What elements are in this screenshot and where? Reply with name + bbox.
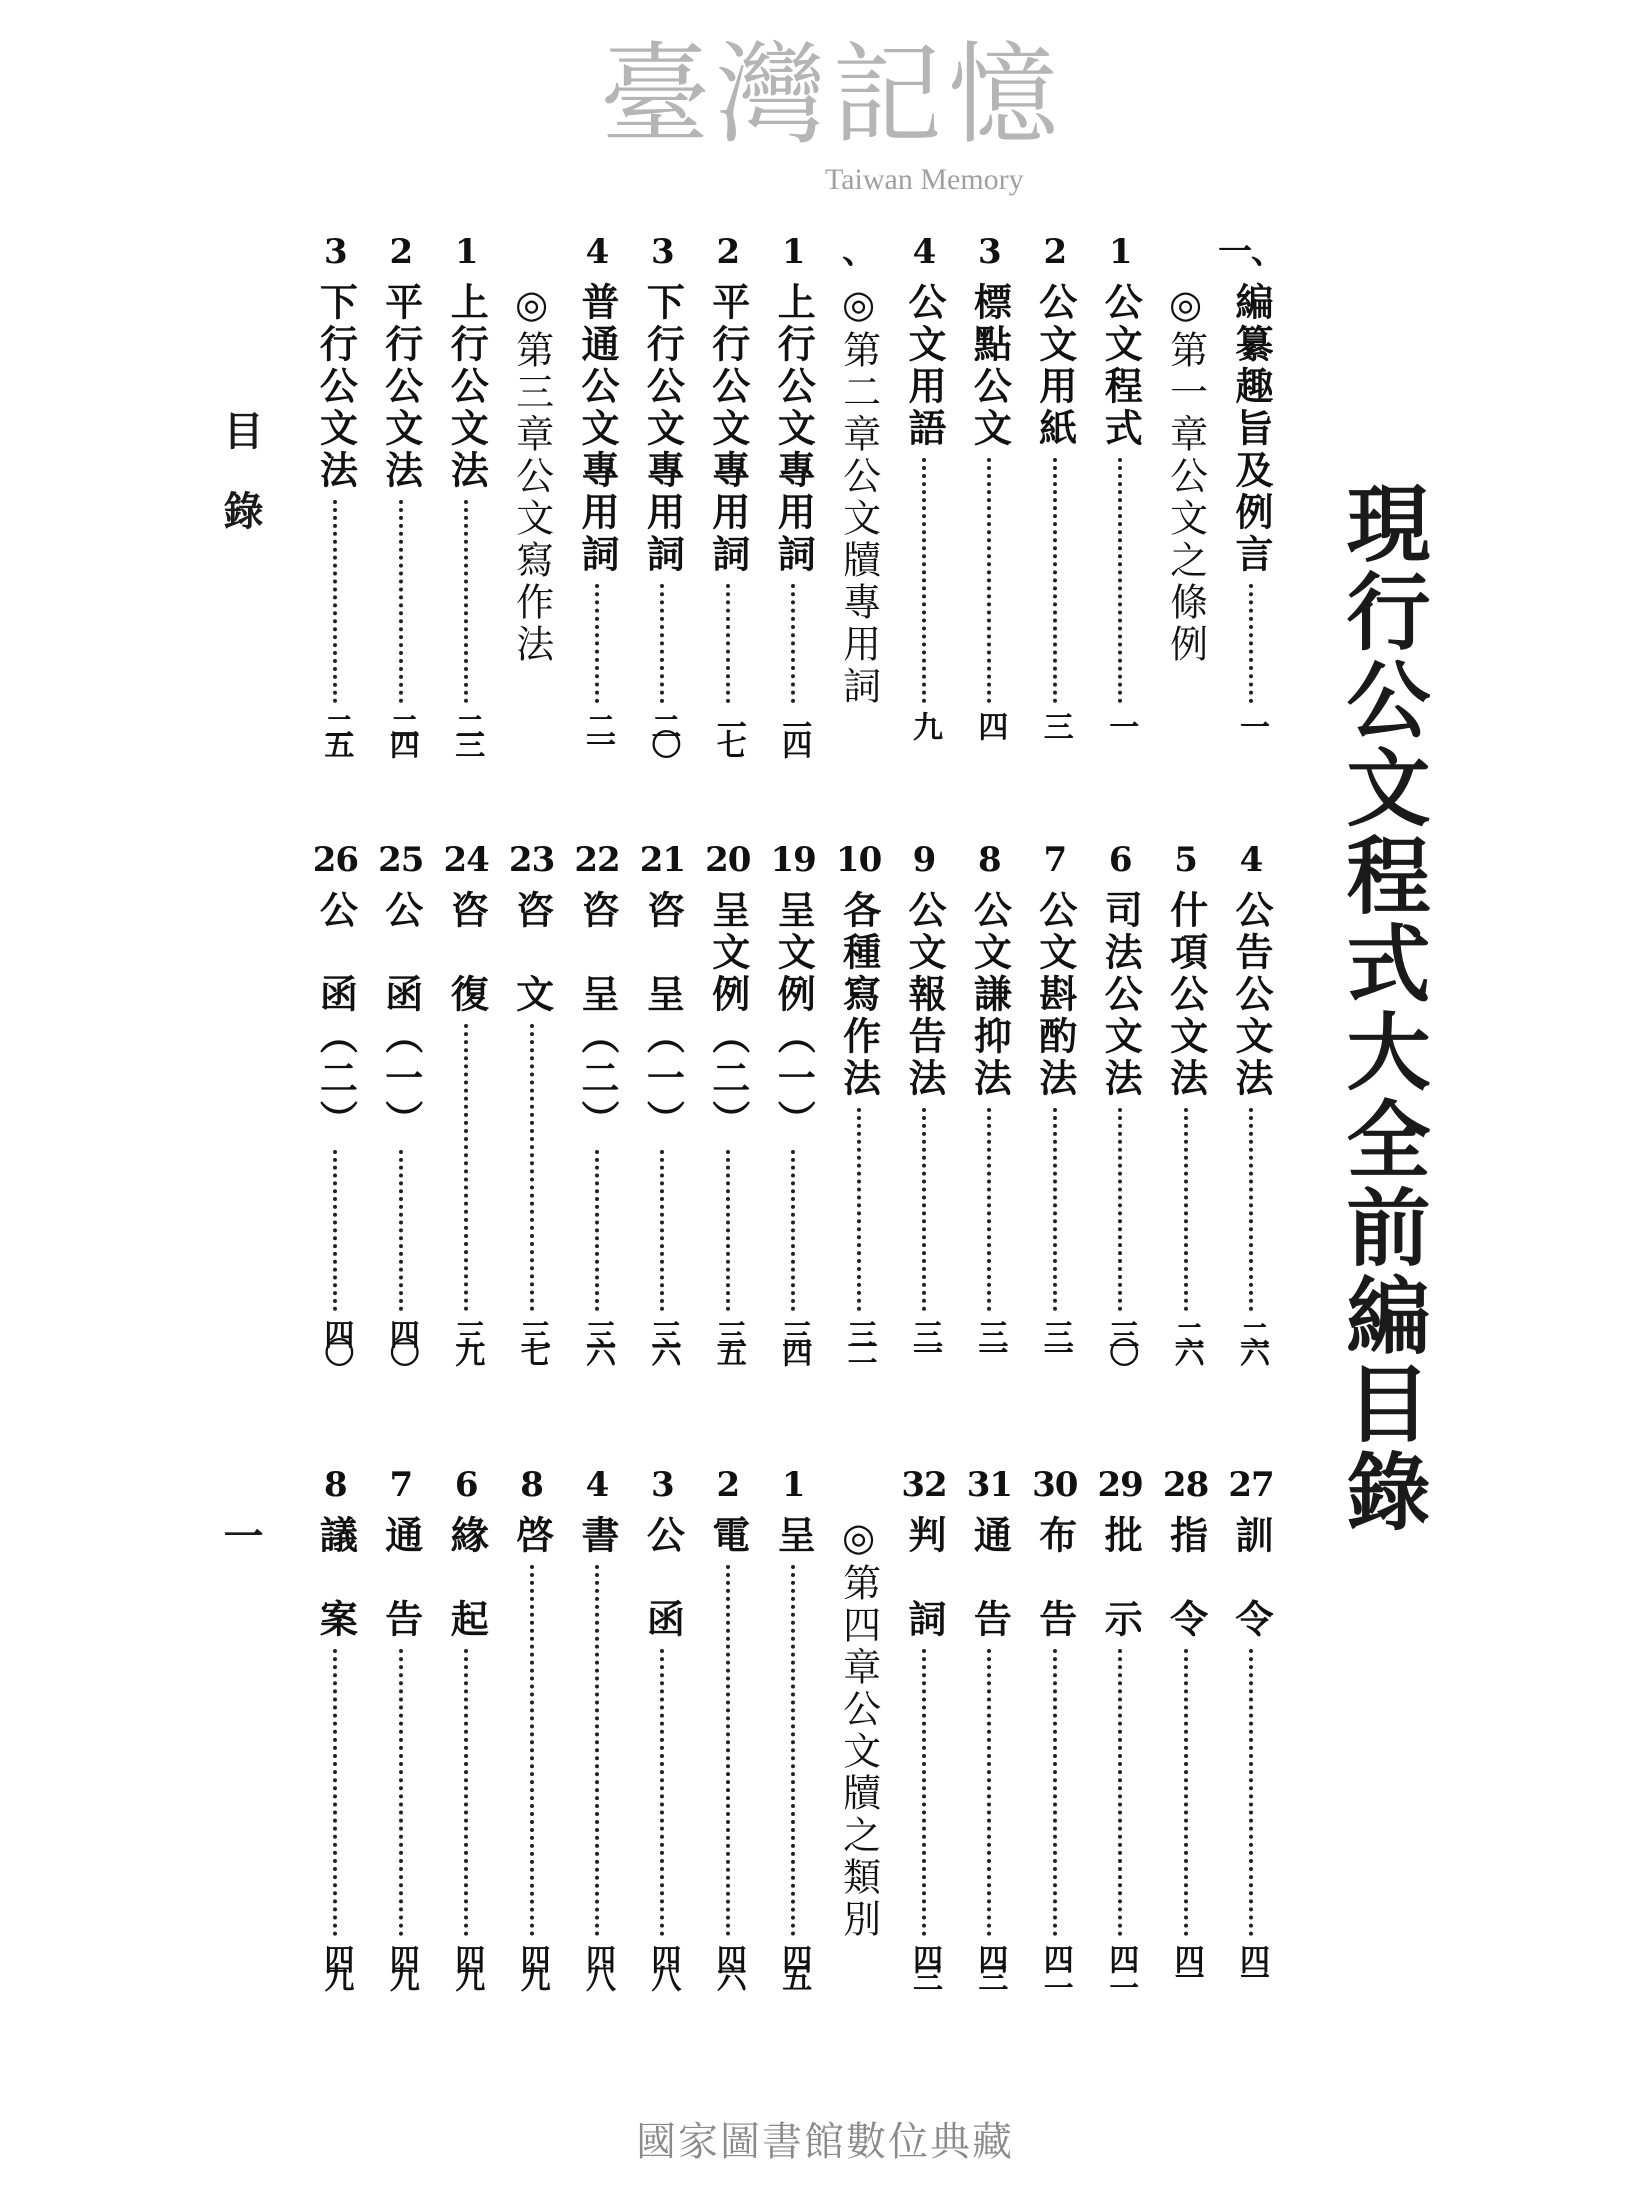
document-title: 現行公文程式大全前編目錄 bbox=[1333, 480, 1432, 1536]
leader-dots bbox=[1053, 458, 1057, 703]
entry-number: 9 bbox=[912, 840, 936, 880]
contents-side-label: 目 錄 bbox=[217, 410, 264, 530]
entry-number: 28 bbox=[1162, 1465, 1209, 1505]
page-number: 三一 bbox=[1037, 1319, 1073, 1355]
entry-title: 判 詞 bbox=[902, 1515, 947, 1641]
page-number: 三七 bbox=[514, 1319, 550, 1355]
page-number: 二三 bbox=[449, 711, 485, 747]
leader-dots bbox=[1249, 584, 1253, 703]
toc-entry bbox=[834, 840, 884, 1385]
page-number: 四九 bbox=[318, 1944, 354, 1980]
leader-dots bbox=[464, 1649, 468, 1936]
entry-number: 26 bbox=[312, 840, 359, 880]
entry-number: 2 bbox=[716, 1465, 740, 1505]
toc-entry bbox=[637, 232, 687, 777]
toc-entry bbox=[1161, 1465, 1211, 2010]
entry-title: 布 告 bbox=[1032, 1515, 1078, 1641]
entry-number: 4 bbox=[585, 232, 609, 272]
leader-dots bbox=[1053, 1108, 1057, 1311]
entry-number: 1 bbox=[781, 232, 805, 272]
toc-entry bbox=[768, 840, 818, 1385]
leader-dots bbox=[1249, 1649, 1253, 1936]
leader-dots bbox=[333, 1649, 337, 1936]
entry-title: 平行公文專用詞 bbox=[705, 282, 751, 576]
page-number: 一 bbox=[1234, 711, 1269, 729]
leader-dots bbox=[791, 1150, 795, 1311]
entry-number: 19 bbox=[770, 840, 816, 880]
entry-title: 公 函（一） bbox=[378, 890, 424, 1142]
entry-number: 21 bbox=[639, 840, 686, 880]
leader-dots bbox=[922, 458, 926, 703]
toc-entry bbox=[1030, 232, 1080, 777]
entry-title: 咨 文 bbox=[509, 890, 555, 1016]
entry-number: 2 bbox=[1043, 232, 1067, 272]
leader-dots bbox=[1118, 1649, 1122, 1936]
toc-entry bbox=[310, 840, 360, 1385]
toc-entry bbox=[964, 232, 1014, 777]
entry-title: 公文謙抑法 bbox=[967, 890, 1013, 1100]
page-number: 一七 bbox=[710, 711, 746, 747]
page-number: 四六 bbox=[710, 1944, 746, 1980]
entry-title: 呈文例（二） bbox=[705, 890, 751, 1142]
toc-entry bbox=[899, 232, 949, 777]
page-number: 四八 bbox=[645, 1944, 681, 1980]
leader-dots bbox=[1249, 1108, 1253, 1311]
entry-number: 1 bbox=[781, 1465, 805, 1505]
page-number: 四三 bbox=[907, 1944, 942, 1980]
folio-number: 一 bbox=[217, 1515, 264, 1555]
leader-dots bbox=[399, 1649, 403, 1936]
entry-number: 4 bbox=[585, 1465, 609, 1505]
entry-title: 上行公文法 bbox=[444, 282, 490, 492]
toc-entry bbox=[899, 1465, 949, 2010]
toc-entry bbox=[441, 840, 491, 1385]
leader-dots bbox=[464, 1024, 468, 1311]
page-number: 一 bbox=[1103, 711, 1139, 729]
toc-entry bbox=[637, 1465, 687, 2010]
entry-title: 咨 復 bbox=[444, 890, 490, 1016]
entry-title: 公文用語 bbox=[902, 282, 947, 450]
toc-entry bbox=[1030, 1465, 1080, 2010]
leader-dots bbox=[660, 1649, 664, 1936]
entry-title: 標點公文 bbox=[967, 282, 1013, 450]
page-number: 四九 bbox=[383, 1944, 419, 1980]
toc-entry bbox=[1161, 840, 1211, 1385]
leader-dots bbox=[464, 500, 468, 703]
page-number: 三四 bbox=[776, 1319, 812, 1355]
page-number: 三五 bbox=[710, 1319, 746, 1355]
leader-dots bbox=[399, 1150, 403, 1311]
toc-entry bbox=[768, 1465, 818, 2010]
page-number: 四二 bbox=[1037, 1944, 1073, 1980]
entry-title: 呈 bbox=[771, 1515, 817, 1557]
leader-dots bbox=[660, 1150, 664, 1311]
toc-entry bbox=[376, 232, 426, 777]
toc-entry bbox=[1030, 840, 1080, 1385]
toc-entry bbox=[310, 1465, 360, 2010]
entry-title: 上行公文專用詞 bbox=[771, 282, 817, 576]
page-number: 四九 bbox=[449, 1944, 485, 1980]
chapter-title: ◎第四章公文牘之類別 bbox=[836, 1515, 881, 1941]
entry-title: 書 bbox=[575, 1515, 620, 1557]
leader-dots bbox=[922, 1649, 926, 1936]
page-number: 四八 bbox=[580, 1944, 615, 1980]
leader-dots bbox=[1184, 1649, 1188, 1936]
entry-number: 8 bbox=[520, 1465, 543, 1505]
toc-entry bbox=[441, 1465, 491, 2010]
leader-dots bbox=[987, 1108, 991, 1311]
chapter-heading bbox=[834, 1465, 884, 2010]
page-number: 二四 bbox=[383, 711, 419, 747]
toc-entry bbox=[1226, 840, 1276, 1385]
leader-dots bbox=[595, 1565, 599, 1936]
entry-number: 4 bbox=[1239, 840, 1263, 880]
entry-number: 23 bbox=[508, 840, 555, 880]
watermark-subtitle: Taiwan Memory bbox=[825, 163, 1024, 196]
entry-number: 4 bbox=[912, 232, 936, 272]
toc-entry bbox=[572, 840, 622, 1385]
entry-title: 咨 呈（一） bbox=[640, 890, 686, 1142]
page-number: 三九 bbox=[449, 1319, 485, 1355]
leader-dots bbox=[333, 500, 337, 703]
entry-number: 7 bbox=[389, 1465, 413, 1505]
chapter-title: ◎第一章公文之條例 bbox=[1163, 282, 1208, 666]
leader-dots bbox=[595, 1150, 599, 1311]
entry-title: 通 告 bbox=[967, 1515, 1013, 1641]
page-number: 二六 bbox=[1168, 1319, 1204, 1355]
page-number: 三六 bbox=[645, 1319, 681, 1355]
entry-title: 公文斟酌法 bbox=[1032, 890, 1078, 1100]
footer-attribution: 國家圖書館數位典藏 bbox=[636, 2119, 1014, 2165]
page-number: 二一 bbox=[580, 711, 615, 747]
page-number: 九 bbox=[907, 711, 942, 729]
entry-number: 7 bbox=[1043, 840, 1067, 880]
leader-dots bbox=[726, 584, 730, 703]
toc-entry bbox=[1095, 232, 1145, 777]
leader-dots bbox=[530, 1024, 534, 1311]
chapter-title: ◎第三章公文寫作法 bbox=[509, 282, 554, 666]
leader-dots bbox=[530, 1565, 534, 1936]
toc-entry bbox=[637, 840, 687, 1385]
entry-number: 27 bbox=[1228, 1465, 1274, 1505]
page-number: 三六 bbox=[580, 1319, 615, 1355]
entry-number: 31 bbox=[966, 1465, 1013, 1505]
entry-title: 批 示 bbox=[1098, 1515, 1144, 1641]
page-number: 四三 bbox=[972, 1944, 1008, 1980]
page-number: 一四 bbox=[776, 711, 812, 747]
entry-number: 一、 bbox=[1218, 232, 1284, 272]
toc-entry bbox=[376, 840, 426, 1385]
toc-entry bbox=[703, 232, 753, 777]
entry-number: 3 bbox=[978, 232, 1001, 272]
toc-entry bbox=[899, 840, 949, 1385]
toc-entry bbox=[1226, 1465, 1276, 2010]
leader-dots bbox=[660, 584, 664, 703]
leader-dots bbox=[726, 1150, 730, 1311]
page-number: 三一 bbox=[907, 1319, 942, 1355]
page-number: 四一 bbox=[1168, 1944, 1204, 1980]
entry-title: 通 告 bbox=[378, 1515, 424, 1641]
entry-number: 、 bbox=[842, 232, 876, 272]
entry-title: 公 函 bbox=[640, 1515, 686, 1641]
entry-title: 公 函（二） bbox=[313, 890, 359, 1142]
entry-number: 20 bbox=[705, 840, 751, 880]
entry-number: 6 bbox=[454, 1465, 478, 1505]
toc-entry bbox=[768, 232, 818, 777]
entry-title: 普通公文專用詞 bbox=[575, 282, 620, 576]
leader-dots bbox=[1118, 458, 1122, 703]
leader-dots bbox=[333, 1150, 337, 1311]
leader-dots bbox=[726, 1565, 730, 1936]
leader-dots bbox=[1118, 1108, 1122, 1311]
entry-number: 3 bbox=[651, 1465, 674, 1505]
leader-dots bbox=[1053, 1649, 1057, 1936]
toc-entry bbox=[703, 1465, 753, 2010]
toc-entry bbox=[1095, 1465, 1145, 2010]
chapter-heading bbox=[507, 232, 557, 777]
page-number: 四〇 bbox=[383, 1319, 419, 1355]
entry-title: 什項公文法 bbox=[1163, 890, 1209, 1100]
toc-entry bbox=[310, 232, 360, 777]
entry-title: 公文報告法 bbox=[902, 890, 947, 1100]
entry-title: 咨 呈（二） bbox=[575, 890, 620, 1142]
entry-title: 訓 令 bbox=[1229, 1515, 1274, 1641]
entry-title: 下行公文法 bbox=[313, 282, 359, 492]
toc-entry bbox=[1218, 232, 1284, 777]
leader-dots bbox=[595, 584, 599, 703]
entry-title: 各種寫作法 bbox=[836, 890, 882, 1100]
page-number: 四一 bbox=[1234, 1944, 1269, 1980]
leader-dots bbox=[987, 1649, 991, 1936]
entry-number: 2 bbox=[716, 232, 740, 272]
toc-entry bbox=[441, 232, 491, 777]
toc-entry bbox=[507, 1465, 557, 2010]
page-number: 三二 bbox=[841, 1319, 877, 1355]
entry-title: 公告公文法 bbox=[1229, 890, 1274, 1100]
entry-title: 下行公文專用詞 bbox=[640, 282, 686, 576]
chapter-heading bbox=[1161, 232, 1211, 777]
entry-title: 緣 起 bbox=[444, 1515, 490, 1641]
leader-dots bbox=[857, 1108, 861, 1311]
entry-title: 公文程式 bbox=[1098, 282, 1144, 450]
toc-entry bbox=[964, 1465, 1014, 2010]
leader-dots bbox=[791, 584, 795, 703]
entry-number: 1 bbox=[454, 232, 478, 272]
leader-dots bbox=[1184, 1108, 1188, 1311]
leader-dots bbox=[791, 1565, 795, 1936]
entry-title: 平行公文法 bbox=[378, 282, 424, 492]
entry-number: 1 bbox=[1108, 232, 1132, 272]
entry-title: 呈文例（一） bbox=[771, 890, 817, 1142]
chapter-title: ◎第二章公文牘專用詞 bbox=[836, 282, 881, 708]
entry-title: 編纂趣旨及例言 bbox=[1229, 282, 1274, 576]
toc-entry bbox=[1095, 840, 1145, 1385]
leader-dots bbox=[987, 458, 991, 703]
page-number: 二五 bbox=[318, 711, 354, 747]
entry-number: 8 bbox=[324, 1465, 347, 1505]
entry-title: 司法公文法 bbox=[1098, 890, 1144, 1100]
page-number: 四二 bbox=[1103, 1944, 1139, 1980]
leader-dots bbox=[399, 500, 403, 703]
page-number: 二〇 bbox=[645, 711, 681, 747]
entry-title: 電 bbox=[705, 1515, 751, 1557]
entry-title: 公文用紙 bbox=[1032, 282, 1078, 450]
toc-entry bbox=[964, 840, 1014, 1385]
toc-entry bbox=[572, 1465, 622, 2010]
watermark-logo: 臺灣記憶 bbox=[600, 31, 1064, 159]
page-number: 三〇 bbox=[1103, 1319, 1139, 1355]
entry-title: 指 令 bbox=[1163, 1515, 1209, 1641]
entry-number: 3 bbox=[324, 232, 347, 272]
page-number: 二六 bbox=[1234, 1319, 1269, 1355]
page-number: 三 bbox=[1037, 711, 1073, 729]
entry-number: 10 bbox=[835, 840, 882, 880]
entry-number: 2 bbox=[389, 232, 413, 272]
entry-number: 3 bbox=[651, 232, 674, 272]
page-number: 四五 bbox=[776, 1944, 812, 1980]
entry-number: 32 bbox=[901, 1465, 947, 1505]
toc-entry bbox=[703, 840, 753, 1385]
page-number: 四九 bbox=[514, 1944, 550, 1980]
toc-entry bbox=[376, 1465, 426, 2010]
entry-number: 29 bbox=[1097, 1465, 1143, 1505]
page-number: 四 bbox=[972, 711, 1008, 729]
chapter-heading bbox=[834, 232, 884, 777]
entry-title: 啓 bbox=[509, 1515, 555, 1557]
entry-number: 22 bbox=[574, 840, 620, 880]
entry-number: 6 bbox=[1108, 840, 1132, 880]
toc-entry bbox=[572, 232, 622, 777]
leader-dots bbox=[922, 1108, 926, 1311]
entry-number: 5 bbox=[1174, 840, 1197, 880]
entry-number: 8 bbox=[978, 840, 1001, 880]
entry-title: 議 案 bbox=[313, 1515, 359, 1641]
toc-entry bbox=[507, 840, 557, 1385]
entry-number: 30 bbox=[1032, 1465, 1078, 1505]
page-number: 三一 bbox=[972, 1319, 1008, 1355]
entry-number: 24 bbox=[443, 840, 489, 880]
entry-number: 25 bbox=[378, 840, 424, 880]
page-number: 四〇 bbox=[318, 1319, 354, 1355]
